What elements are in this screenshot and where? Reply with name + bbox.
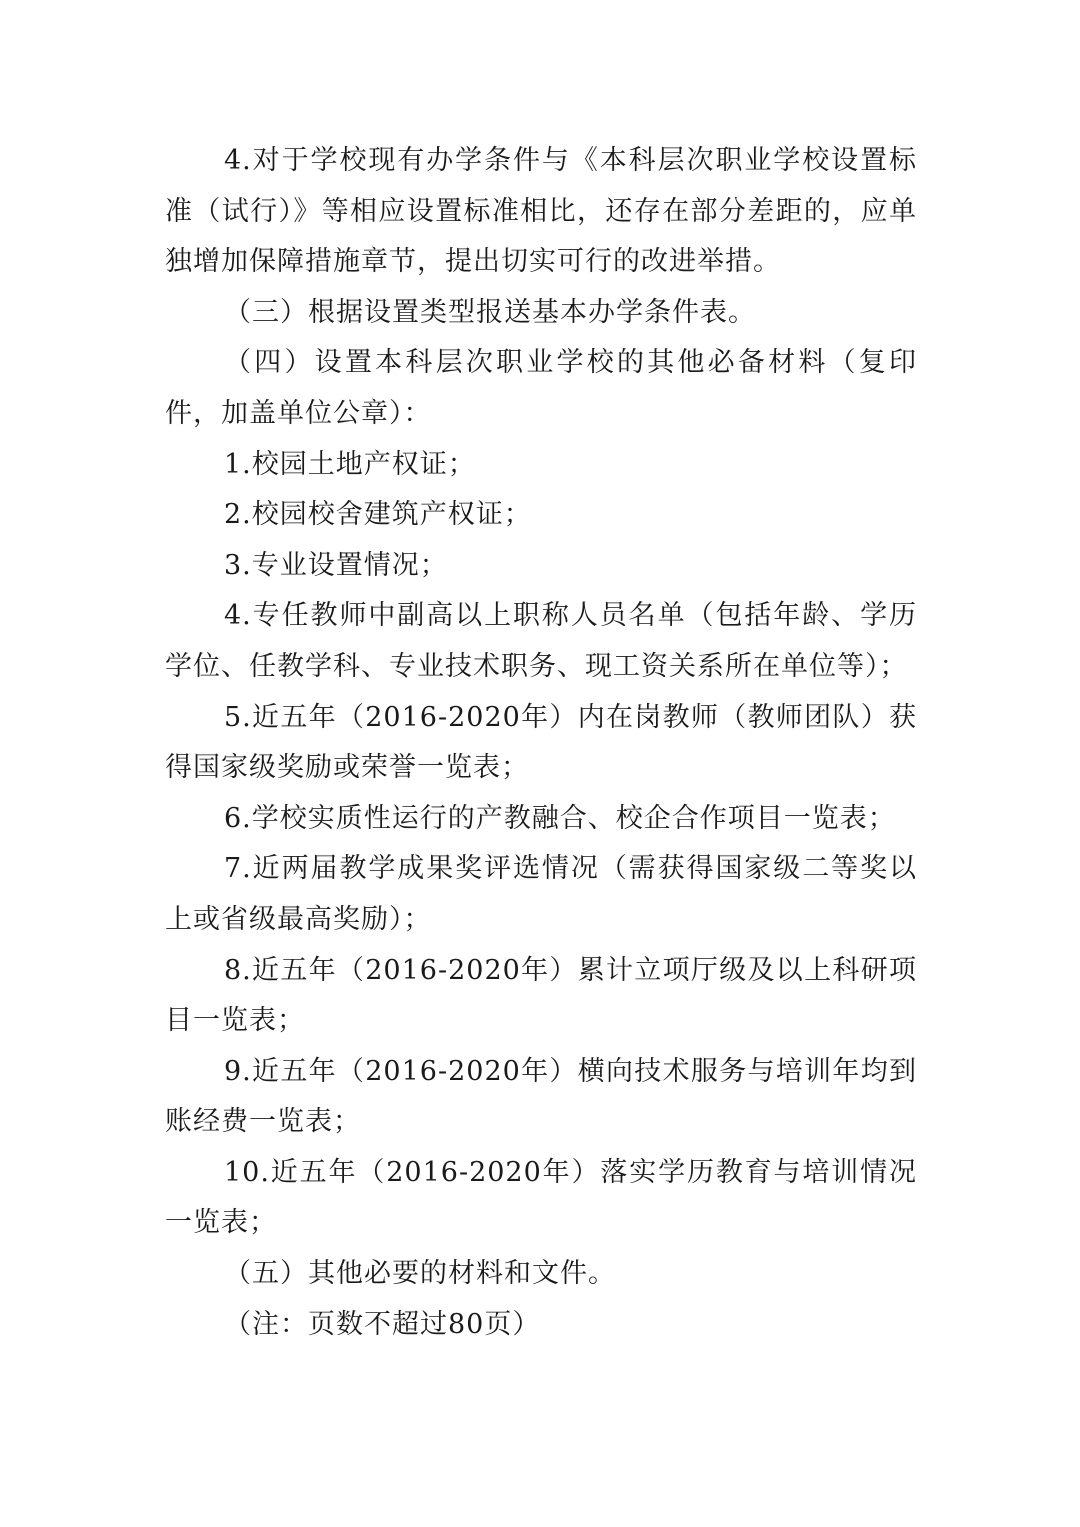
list-item-service-funding: 9.近五年（2016-2020年）横向技术服务与培训年均到账经费一览表； <box>165 1055 917 1138</box>
paragraph-note: （注：页数不超过80页） <box>224 1308 541 1340</box>
list-item-training: 10.近五年（2016-2020年）落实学历教育与培训情况一览表； <box>165 1156 917 1239</box>
document-body <box>165 136 917 1350</box>
list-item-industry-cooperation: 6.学校实质性运行的产教融合、校企合作项目一览表； <box>224 802 896 834</box>
paragraph-item-4-conditions: 4.对于学校现有办学条件与《本科层次职业学校设置标准（试行）》等相应设置标准相比，还存在部分差距的，应单独增加保障措施章节，提出切实可行的改进举措。 <box>165 145 917 278</box>
list-item-majors: 3.专业设置情况； <box>224 549 448 581</box>
list-item-land-certificate: 1.校园土地产权证； <box>224 448 476 480</box>
list-item-teaching-awards: 7.近两届教学成果奖评选情况（需获得国家级二等奖以上或省级最高奖励）； <box>165 853 917 935</box>
list-item-building-certificate: 2.校园校舍建筑产权证； <box>224 499 532 531</box>
list-item-teacher-awards: 5.近五年（2016-2020年）内在岗教师（教师团队）获得国家级奖励或荣誉一览表； <box>165 701 917 784</box>
list-item-teacher-roster: 4.专任教师中副高以上职称人员名单（包括年龄、学历学位、任教学科、专业技术职务、现工资关系所在单位等）； <box>165 600 917 682</box>
paragraph-section-4: （四）设置本科层次职业学校的其他必备材料（复印件，加盖单位公章）： <box>165 347 917 429</box>
paragraph-section-3: （三）根据设置类型报送基本办学条件表。 <box>224 296 756 328</box>
paragraph-section-5: （五）其他必要的材料和文件。 <box>224 1258 616 1290</box>
list-item-research-projects: 8.近五年（2016-2020年）累计立项厅级及以上科研项目一览表； <box>165 954 917 1037</box>
